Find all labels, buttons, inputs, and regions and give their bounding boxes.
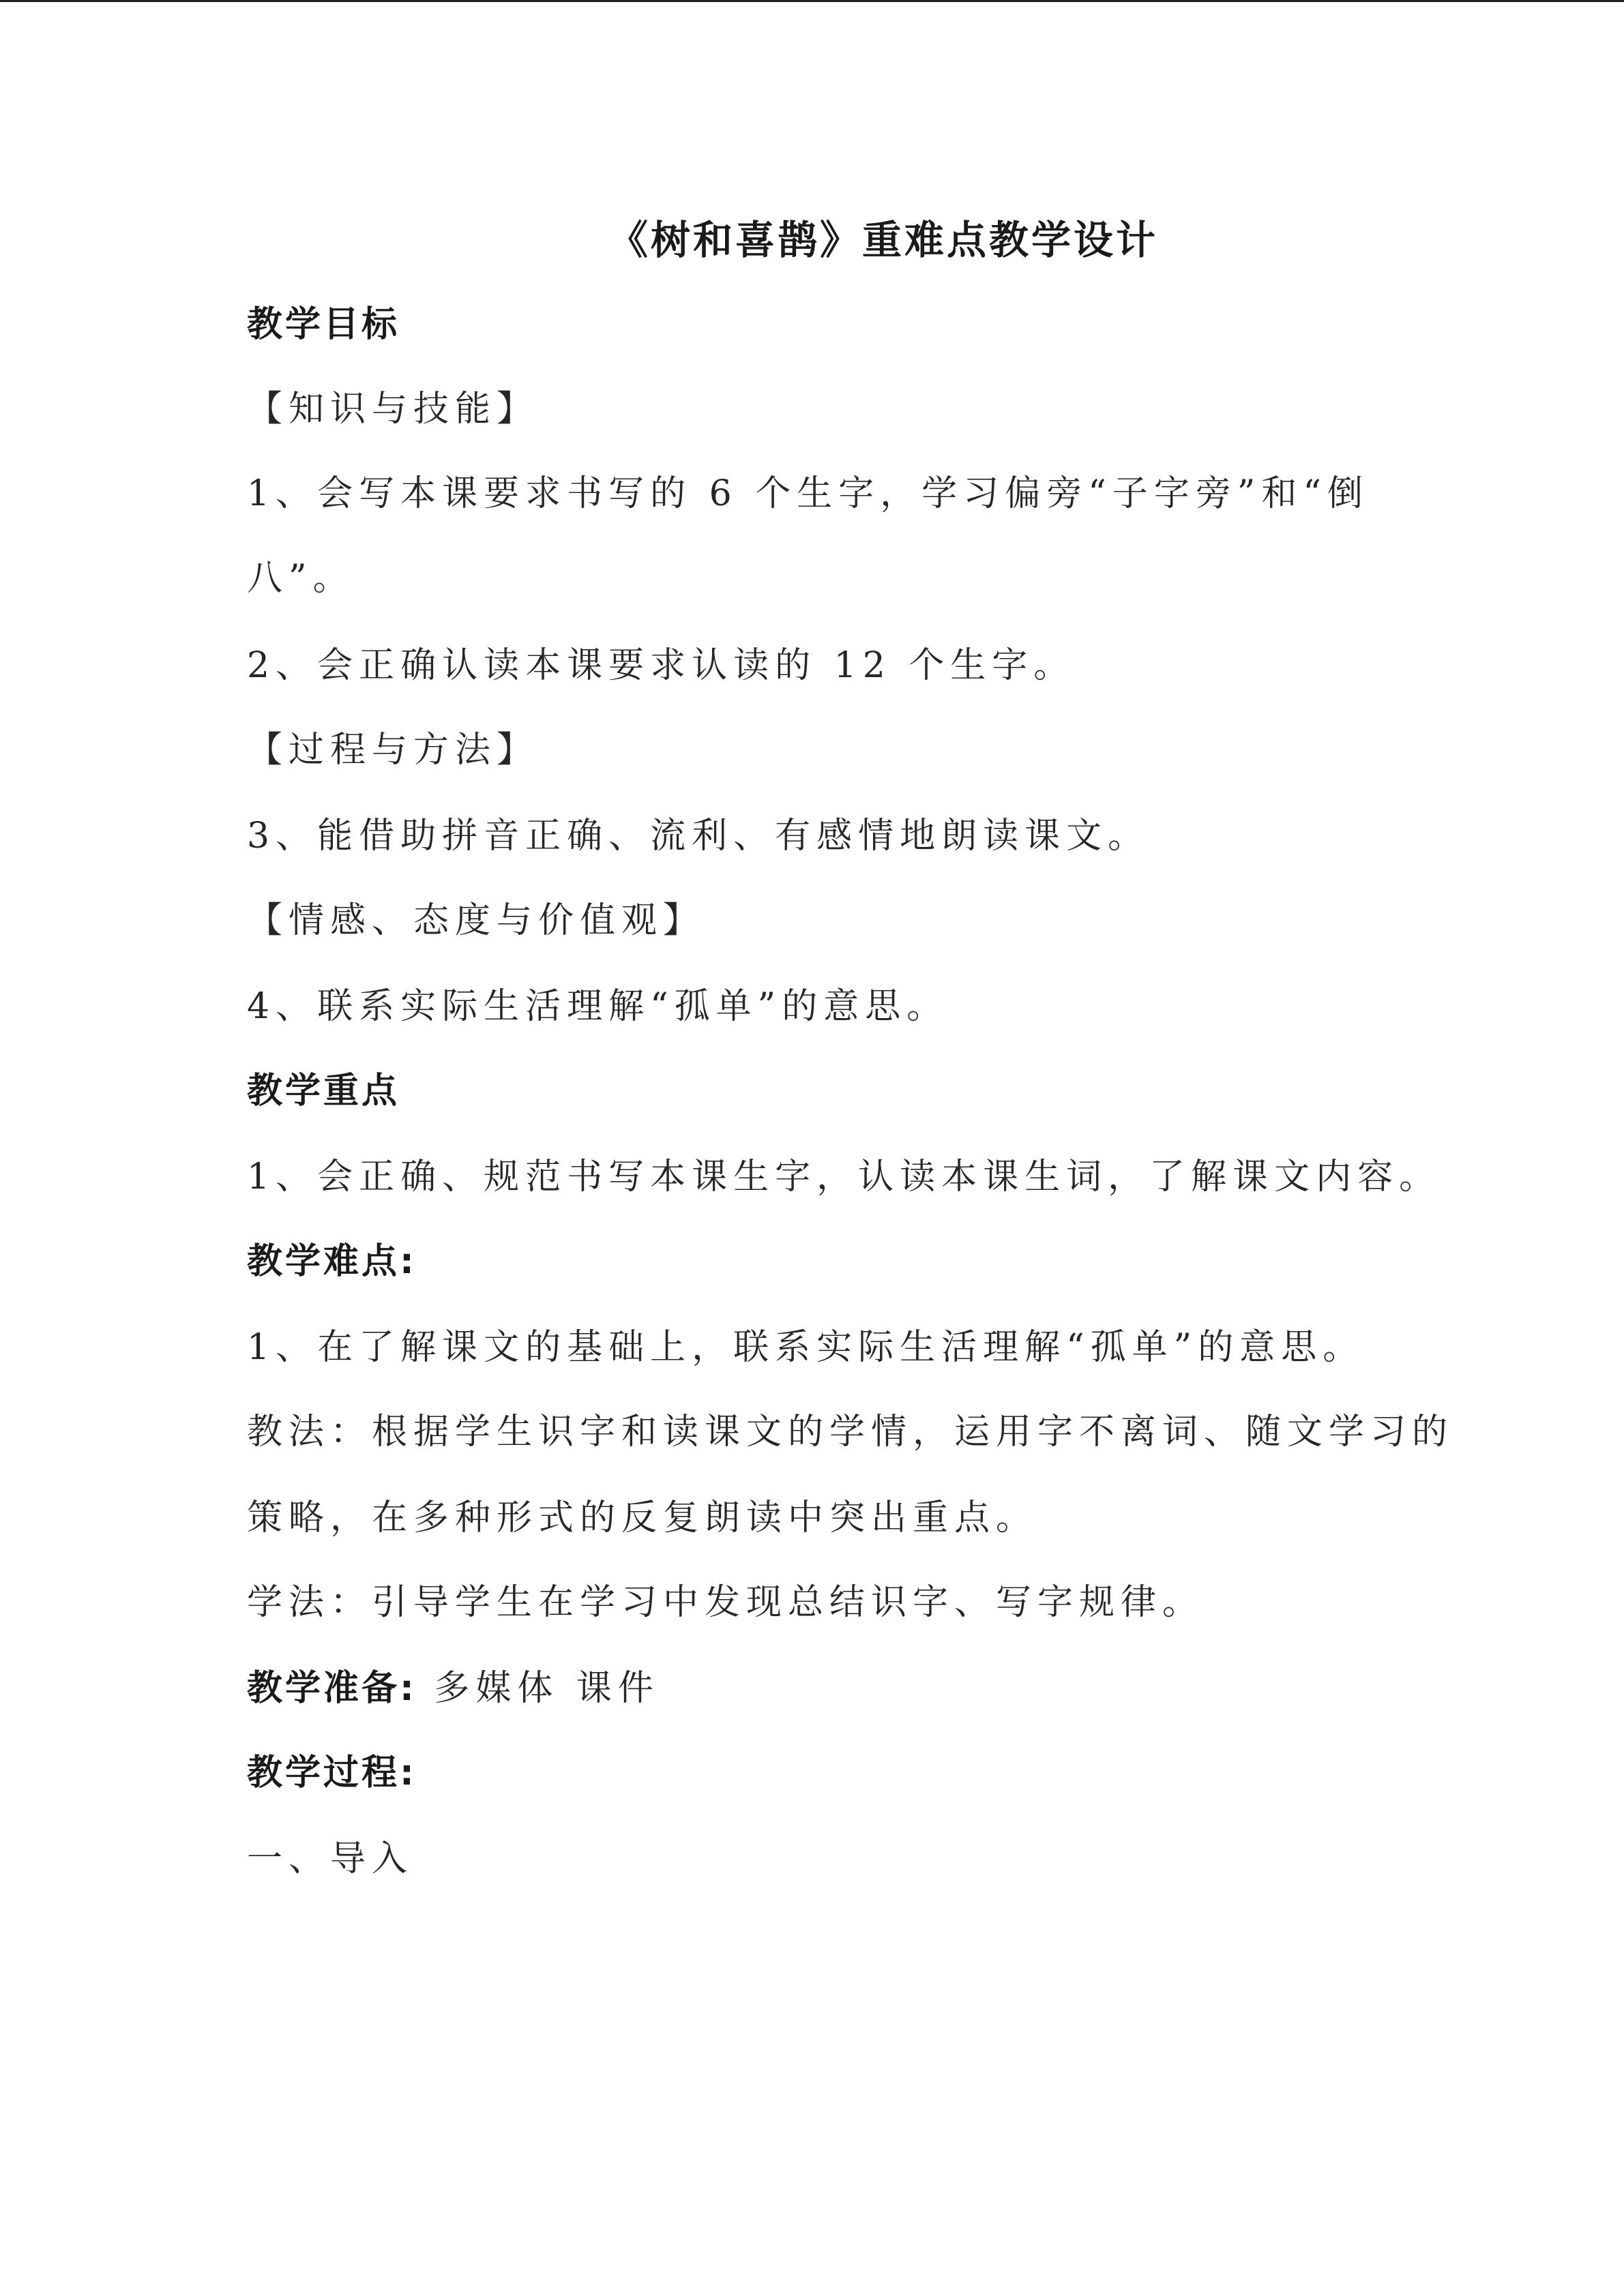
objective-item-4: 4、联系实际生活理解“孤单”的意思。 [247,986,949,1027]
preparation-label: 教学准备: [247,1668,417,1709]
objective-item-1-line-1: 1、会写本课要求书写的 6 个生字，学习偏旁“子字旁”和“倒 [247,473,1369,514]
key-points-heading: 教学重点 [247,1071,400,1112]
key-point-item-1: 1、会正确、规范书写本课生字，认读本课生词，了解课文内容。 [247,1157,1441,1197]
process-method-label: 【过程与方法】 [247,730,539,771]
emotion-values-label: 【情感、态度与价值观】 [247,900,705,941]
objectives-heading: 教学目标 [247,304,400,345]
objective-item-2: 2、会正确认读本课要求认读的 12 个生字。 [247,645,1076,686]
section-1-intro: 一、导入 [247,1838,414,1879]
preparation-value: 多媒体 课件 [416,1668,660,1709]
objective-item-3: 3、能借助拼音正确、流利、有感情地朗读课文。 [247,816,1150,856]
knowledge-skills-label: 【知识与技能】 [247,389,539,430]
learning-method: 学法：引导学生在学习中发现总结识字、写字规律。 [247,1582,1205,1623]
preparation-line [247,1661,660,1716]
teaching-process-heading: 教学过程: [247,1753,417,1793]
teaching-method-line-1: 教法：根据学生识字和读课文的学情，运用字不离词、随文学习的 [247,1412,1454,1452]
teaching-method-line-2: 策略，在多种形式的反复朗读中突出重点。 [247,1497,1038,1538]
difficulties-heading: 教学难点: [247,1241,417,1282]
objective-item-1-line-2: 八”。 [247,558,355,599]
difficulty-item-1: 1、在了解课文的基础上，联系实际生活理解“孤单”的意思。 [247,1327,1365,1368]
document-title: 《树和喜鹊》重难点教学设计 [608,217,1158,263]
